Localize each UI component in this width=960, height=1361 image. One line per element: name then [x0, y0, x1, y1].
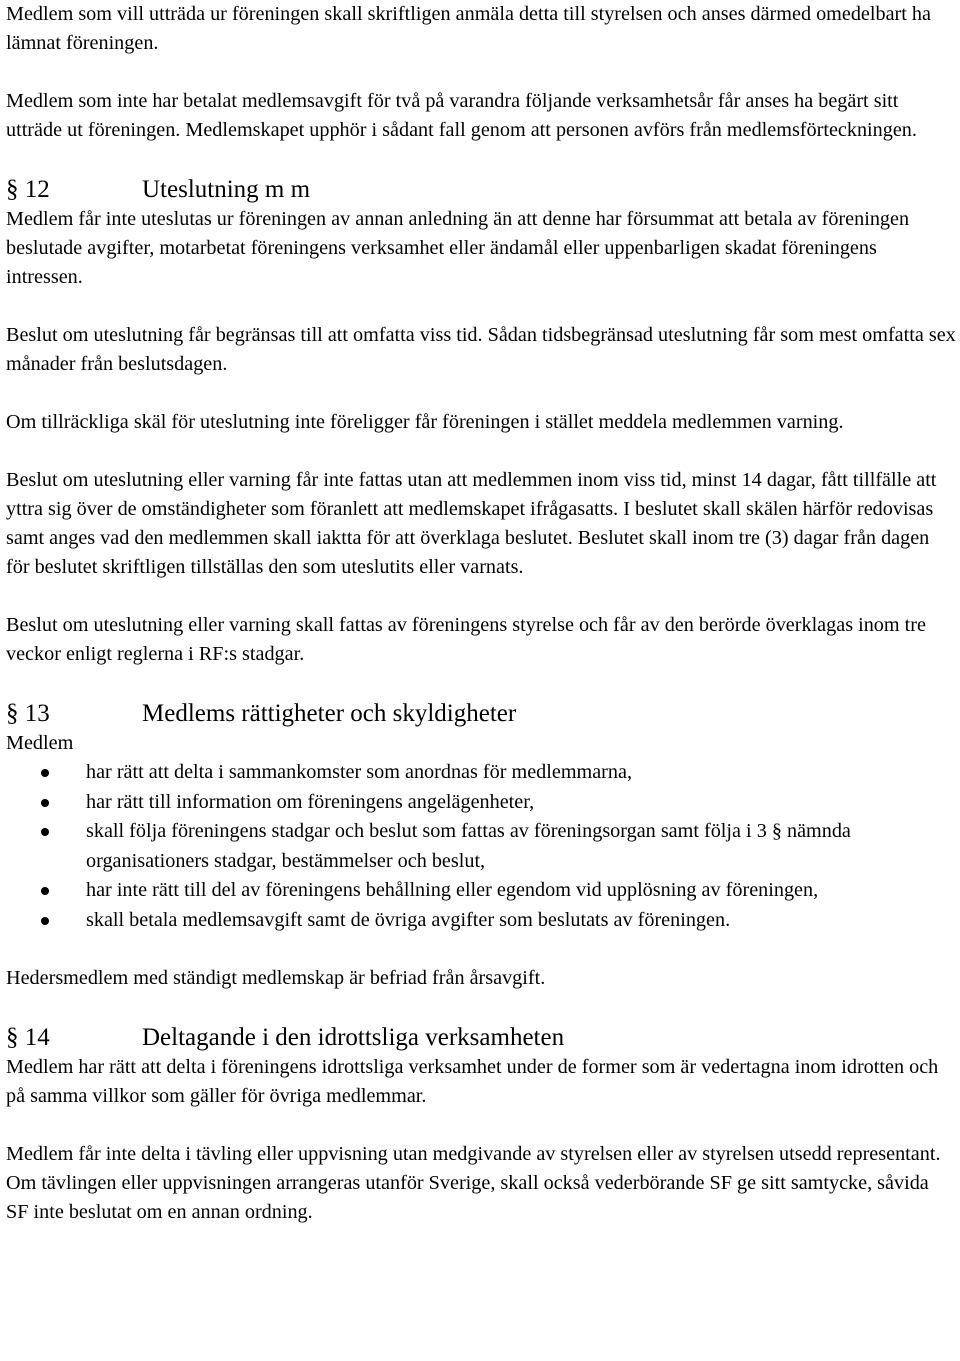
list-item-text: har rätt att delta i sammankomster som anordnas för medlemmarna, — [86, 761, 633, 783]
section-12-number: § 12 — [6, 176, 50, 203]
paragraph-unpaid-fee: Medlem som inte har betalat medlemsavgift för två på varandra följande verksamhetsår får anses ha begärt sitt utträde ut föreningen. Medlemskapet upphör i sådant fall genom att personen avförs från medlemsförteckningen. — [6, 90, 917, 141]
section-12-title: Uteslutning m m — [142, 176, 311, 203]
section-12-paragraph-3: Om tillräckliga skäl för uteslutning inte föreligger får föreningen i stället meddela medlemmen varning. — [6, 411, 844, 433]
section-12-paragraph-4: Beslut om uteslutning eller varning får inte fattas utan att medlemmen inom viss tid, minst 14 dagar, fått tillfälle att yttra sig över de omständigheter som föranlett att medlemskapet ifrågasatts. I beslutet skall skälen härför redovisas samt anges vad den medlemmen skall iaktta för att överklaga beslutet. Beslutet skall inom tre (3) dagar från dagen för beslutet skriftligen tillställas den som uteslutits eller varnats. — [6, 469, 937, 578]
section-14-number: § 14 — [6, 1024, 50, 1051]
spacer — [6, 292, 956, 321]
section-14-title: Deltagande i den idrottsliga verksamheten — [142, 1024, 565, 1051]
section-13-title: Medlems rättigheter och skyldigheter — [142, 700, 517, 727]
bullet-icon — [41, 828, 49, 836]
section-13-heading — [6, 699, 956, 729]
spacer — [6, 58, 956, 87]
section-13-intro: Medlem — [6, 732, 74, 754]
spacer — [6, 935, 956, 964]
section-12-paragraph-2: Beslut om uteslutning får begränsas till att omfatta viss tid. Sådan tidsbegränsad uteslutning får som mest omfatta sex månader från beslutsdagen. — [6, 324, 956, 375]
list-item-text: har rätt till information om föreningens angelägenheter, — [86, 790, 535, 813]
list-item-text: skall betala medlemsavgift samt de övriga avgifter som beslutats av föreningen. — [86, 908, 731, 931]
spacer — [6, 379, 956, 408]
list-item-text: skall följa föreningens stadgar och beslut som fattas av föreningsorgan samt följa i 3 § nämnda organisationers stadgar, bestämmelser och beslut, — [86, 820, 851, 872]
list-item — [6, 906, 956, 936]
document-page — [6, 0, 956, 1227]
spacer — [6, 582, 956, 611]
section-12-paragraph-1: Medlem får inte uteslutas ur föreningen av annan anledning än att denne har försummat att betala av föreningen beslutade avgifter, motarbetat föreningens verksamhet eller ändamål eller uppenbarligen skadat föreningens intressen. — [6, 208, 910, 288]
bullet-icon — [41, 799, 49, 807]
section-13-bullet-list — [6, 758, 956, 935]
section-14-paragraph-2: Medlem får inte delta i tävling eller uppvisning utan medgivande av styrelsen eller av styrelsen utsedd representant. Om tävlingen eller uppvisningen arrangeras utanför Sverige, skall också vederbörande SF ge sitt samtycke, såvida SF inte beslutat om en annan ordning. — [6, 1143, 941, 1223]
paragraph-resignation: Medlem som vill utträda ur föreningen skall skriftligen anmäla detta till styrelsen och anses därmed omedelbart ha lämnat föreningen. — [6, 3, 931, 54]
bullet-icon — [41, 887, 49, 895]
bullet-icon — [41, 769, 49, 777]
section-12-paragraph-5: Beslut om uteslutning eller varning skall fattas av föreningens styrelse och får av den berörde överklagas inom tre veckor enligt reglerna i RF:s stadgar. — [6, 614, 926, 665]
section-13-number: § 13 — [6, 700, 50, 727]
list-item — [6, 817, 956, 876]
list-item — [6, 876, 956, 906]
list-item-text: har inte rätt till del av föreningens behållning eller egendom vid upplösning av föreningen, — [86, 879, 819, 901]
spacer — [6, 437, 956, 466]
section-14-paragraph-1: Medlem har rätt att delta i föreningens idrottsliga verksamhet under de former som är vedertagna inom idrotten och på samma villkor som gäller för övriga medlemmar. — [6, 1056, 939, 1107]
section-12-heading — [6, 175, 956, 205]
section-14-heading — [6, 1023, 956, 1053]
list-item — [6, 788, 956, 818]
list-item — [6, 758, 956, 788]
spacer — [6, 1111, 956, 1140]
section-13-note: Hedersmedlem med ständigt medlemskap är befriad från årsavgift. — [6, 967, 546, 989]
bullet-icon — [41, 917, 49, 925]
